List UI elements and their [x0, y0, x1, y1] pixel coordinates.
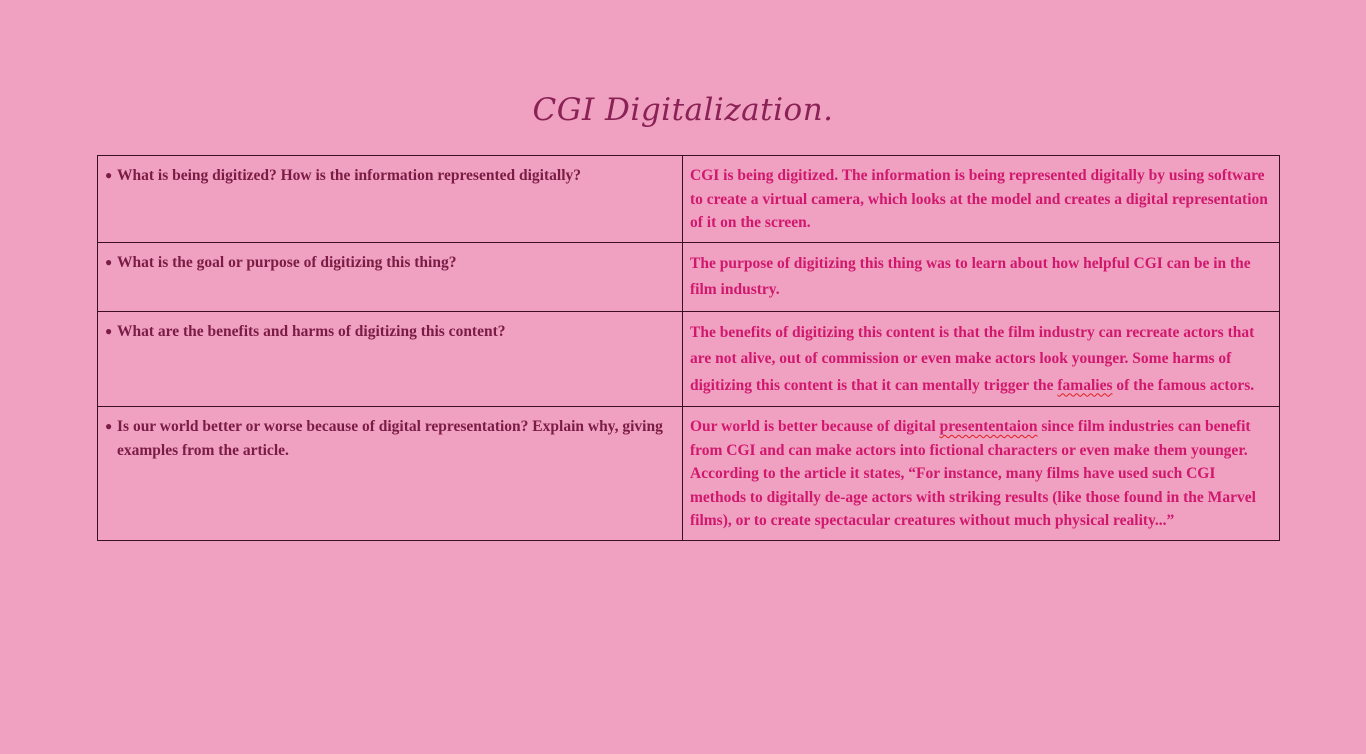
slide-title: CGI Digitalization.: [532, 92, 834, 128]
question-cell: [98, 156, 683, 243]
bullet-icon: ●: [105, 168, 113, 182]
misspelled-word[interactable]: famalies: [1057, 376, 1113, 394]
table-row: [98, 311, 1280, 407]
answer-text: [690, 320, 1272, 400]
answer-text: CGI is being digitized. The information is being represented digitally by using software to create a virtual camera, which looks at the model and creates a digital representation of it on the screen.: [690, 167, 1268, 231]
bullet-icon: ●: [105, 323, 113, 338]
answer-text: [690, 415, 1272, 533]
question-cell: [98, 311, 683, 407]
bullet-icon: ●: [105, 254, 113, 269]
question-cell: [98, 242, 683, 311]
answer-cell: [683, 242, 1280, 311]
answer-text-part: Our world is better because of digital: [690, 418, 940, 435]
answer-text-part: of the famous actors.: [1112, 376, 1255, 394]
question-text: What is the goal or purpose of digitizing this thing?: [117, 253, 457, 271]
question-cell: [98, 407, 683, 541]
answer-cell: [683, 311, 1280, 407]
table-row: [98, 156, 1280, 243]
table-row: [98, 242, 1280, 311]
qa-table: [97, 155, 1280, 541]
question-text: What is being digitized? How is the information represented digitally?: [117, 167, 582, 184]
answer-cell: [683, 407, 1280, 541]
question-text: What are the benefits and harms of digitizing this content?: [117, 322, 506, 340]
table-row: [98, 407, 1280, 541]
answer-text-part: The benefits of digitizing this content is that the film industry can recreate actors that are not alive, out of commission or even make actors look younger. Some harms of digitizing this content is that it can mentally trigger the: [690, 323, 1255, 394]
answer-text: The purpose of digitizing this thing was to learn about how helpful CGI can be in the film industry.: [690, 254, 1251, 298]
question-text: Is our world better or worse because of digital representation? Explain why, giving examples from the article.: [117, 418, 663, 459]
answer-cell: [683, 156, 1280, 243]
bullet-icon: ●: [105, 419, 113, 433]
misspelled-word[interactable]: presententaion: [939, 418, 1038, 435]
answer-text-part: since film industries can benefit from CGI and can make actors into fictional characters or even make them younger. According to the article it states, “For instance, many films have used such CGI methods to digitally de-age actors with striking results (like those found in the Marvel films), or to create spectacular creatures without much physical reality...”: [690, 418, 1256, 529]
